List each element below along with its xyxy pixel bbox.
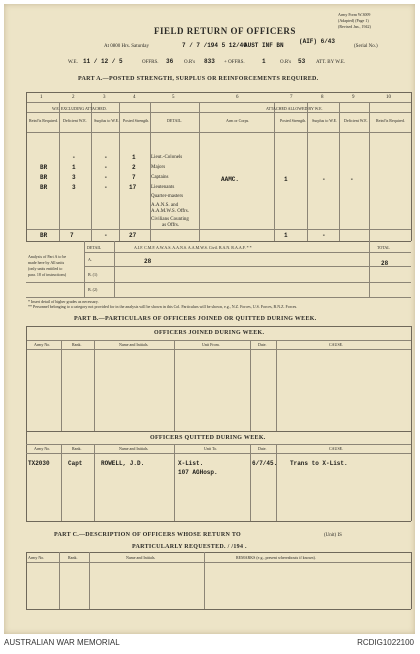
rule bbox=[199, 102, 200, 241]
form-number: Army Form W.3009 bbox=[338, 12, 371, 17]
form-adapted: (Adapted) (Page 1) bbox=[338, 18, 369, 23]
rule bbox=[26, 609, 411, 610]
attached-surplus: - bbox=[322, 176, 326, 183]
col-number: 2 bbox=[72, 95, 75, 100]
rule bbox=[26, 326, 27, 521]
row-posted: 2 bbox=[132, 164, 136, 171]
col-header-rank: Reinf'ts Required. bbox=[29, 118, 58, 123]
quitted-title: OFFICERS QUITTED DURING WEEK. bbox=[150, 435, 266, 441]
quitted-date: 6/7/45. bbox=[252, 460, 278, 467]
analysis-note: made here by All units bbox=[28, 260, 65, 265]
footnote: * Insert detail of higher grades as necessary. bbox=[28, 299, 99, 304]
quitted-army-no: TX2030 bbox=[28, 460, 50, 467]
rule bbox=[26, 229, 411, 230]
row-surplus: - bbox=[104, 184, 108, 191]
row-detail: Quarter-masters bbox=[151, 194, 184, 199]
rule bbox=[411, 326, 412, 521]
quitted-rank: Capt bbox=[68, 460, 83, 467]
row-posted: 7 bbox=[132, 174, 136, 181]
quitted-header: Date. bbox=[258, 446, 267, 451]
col-header-surplus: Surplus to W.E. bbox=[94, 118, 120, 123]
rule bbox=[174, 340, 175, 431]
col-header-deficient-we: Deficient W.E. bbox=[344, 118, 368, 123]
rule bbox=[411, 92, 412, 241]
rule bbox=[26, 444, 411, 445]
col-header-posted: Posted Strength. bbox=[123, 118, 150, 123]
quitted-header: Name and Initials. bbox=[119, 446, 149, 451]
group-header-we: W.E. EXCLUDING ATTACHED. bbox=[52, 106, 107, 111]
joined-title: OFFICERS JOINED DURING WEEK. bbox=[154, 330, 265, 336]
row-detail: Lieut.-Colonels bbox=[151, 155, 183, 160]
col-number: 10 bbox=[386, 95, 391, 100]
row-posted: 17 bbox=[129, 184, 137, 191]
rule bbox=[26, 326, 411, 327]
rule bbox=[119, 102, 120, 241]
rule bbox=[307, 102, 308, 241]
rule bbox=[26, 562, 411, 563]
rule bbox=[26, 552, 411, 553]
joined-header: Army No. bbox=[34, 342, 51, 347]
col-header-arm: Arm or Corps. bbox=[226, 118, 250, 123]
quitted-unit-2: 107 AGHosp. bbox=[178, 469, 218, 476]
row-detail: Civilians Counting bbox=[151, 217, 189, 222]
col-number: 1 bbox=[40, 95, 43, 100]
part-a-title: PART A.—POSTED STRENGTH, SURPLUS OR REINFORCEMENTS REQUIRED. bbox=[78, 76, 319, 82]
row-surplus: - bbox=[104, 154, 108, 161]
part-c-header: Army No. bbox=[28, 555, 45, 560]
row-rank-code: BR bbox=[40, 164, 48, 171]
col-number: 5 bbox=[172, 95, 175, 100]
offrs-value: 36 bbox=[166, 58, 174, 65]
part-c-requested: PARTICULARLY REQUESTED. / /194 . bbox=[132, 544, 247, 550]
row-detail: as Offrs. bbox=[162, 223, 180, 228]
arm-of-service: AAMC. bbox=[221, 176, 240, 183]
quitted-name: ROWELL, J.D. bbox=[101, 460, 145, 467]
plus-offrs-label: + OFFRS. bbox=[224, 60, 245, 65]
rule bbox=[26, 340, 411, 341]
footnote: ** Personnel belonging to a category not provided for in the analysis will be shown in this Col. Particulars will be shown, e.g., N.Z. Forces, U.S. Forces, B.N.Z. Forces. bbox=[28, 304, 298, 309]
offrs-label: OFFRS. bbox=[142, 60, 159, 65]
total-posted: 27 bbox=[129, 232, 137, 239]
rule bbox=[26, 431, 411, 432]
plus-offrs-value: 1 bbox=[262, 58, 266, 65]
form-revised: (Revised Jan., 1942) bbox=[338, 24, 371, 29]
footer-left: AUSTRALIAN WAR MEMORIAL bbox=[4, 638, 120, 647]
rule bbox=[411, 552, 412, 609]
rule bbox=[204, 552, 205, 609]
rule bbox=[250, 444, 251, 521]
quitted-unit: X-List. bbox=[178, 460, 204, 467]
joined-header: Rank. bbox=[72, 342, 82, 347]
part-c-header: Name and Initials. bbox=[126, 555, 156, 560]
document-title: FIELD RETURN OF OFFICERS bbox=[154, 26, 296, 36]
rule bbox=[26, 521, 411, 522]
col-number: 3 bbox=[103, 95, 106, 100]
rule bbox=[89, 552, 90, 609]
quitted-header: CAUSE. bbox=[329, 446, 344, 451]
unit-typed-2: (AIF) 6/43 bbox=[299, 38, 336, 45]
rule bbox=[276, 444, 277, 521]
total-rank-code: BR bbox=[40, 232, 48, 239]
analysis-row-c: B. (2) bbox=[88, 287, 98, 292]
rule bbox=[26, 102, 411, 103]
rule bbox=[59, 552, 60, 609]
rule bbox=[84, 252, 411, 253]
rule bbox=[174, 444, 175, 521]
row-deficient: 1 bbox=[72, 164, 76, 171]
we-value: 11 / 12 / 5 bbox=[83, 58, 123, 65]
col-header-posted-strength: Posted Strength. bbox=[280, 118, 307, 123]
rule bbox=[94, 340, 95, 431]
analysis-row-b: B. (1) bbox=[88, 272, 98, 277]
row-deficient: 3 bbox=[72, 184, 76, 191]
rule bbox=[26, 453, 411, 454]
col-number: 8 bbox=[321, 95, 324, 100]
analysis-total-value: 28 bbox=[381, 260, 389, 267]
row-surplus: - bbox=[104, 174, 108, 181]
row-posted: 1 bbox=[132, 154, 136, 161]
joined-header: Unit From. bbox=[202, 342, 220, 347]
row-detail: A.A.M.W.S. Offrs. bbox=[151, 209, 189, 214]
analysis-note: para. 18 of instructions) bbox=[28, 272, 67, 277]
quitted-header: Unit To. bbox=[204, 446, 218, 451]
rule bbox=[274, 102, 275, 241]
col-header-surplus-we: Surplus to W.E. bbox=[312, 118, 338, 123]
row-deficient: - bbox=[72, 154, 76, 161]
col-header-reinfts: Reinf'ts Required. bbox=[376, 118, 405, 123]
rule bbox=[26, 92, 27, 241]
rule bbox=[84, 241, 85, 297]
total-attached-surplus: - bbox=[322, 232, 326, 239]
rule bbox=[84, 266, 411, 267]
time-line-prefix: At 0800 Hrs. Saturday bbox=[104, 44, 149, 49]
quitted-cause: Trans to X-List. bbox=[290, 460, 348, 467]
analysis-a-value: 28 bbox=[144, 258, 152, 265]
joined-header: Date. bbox=[258, 342, 267, 347]
col-header-deficient: Deficient W.E. bbox=[63, 118, 87, 123]
part-c-header: Rank. bbox=[68, 555, 78, 560]
rule bbox=[61, 444, 62, 521]
total-surplus: - bbox=[104, 232, 108, 239]
total-attached: 1 bbox=[284, 232, 288, 239]
row-detail: A.A.N.S. and bbox=[151, 203, 179, 208]
col-number: 7 bbox=[290, 95, 293, 100]
col-number: 9 bbox=[352, 95, 355, 100]
quitted-header: Army No. bbox=[34, 446, 51, 451]
row-detail: Lieutenants bbox=[151, 185, 175, 190]
quitted-header: Rank. bbox=[72, 446, 82, 451]
plus-ors-label: O.R's bbox=[280, 60, 292, 65]
analysis-detail-label: DETAIL bbox=[87, 245, 102, 250]
row-deficient: 3 bbox=[72, 174, 76, 181]
we-label: W.E. bbox=[68, 60, 78, 65]
rule bbox=[94, 444, 95, 521]
part-c-title: PART C.—DESCRIPTION OF OFFICERS WHOSE RETURN TO bbox=[54, 532, 241, 538]
att-by-we-label: ATT. BY W.E. bbox=[316, 60, 346, 65]
rule bbox=[26, 552, 27, 609]
rule bbox=[26, 132, 411, 133]
part-b-title: PART B.—PARTICULARS OF OFFICERS JOINED OR QUITTED DURING WEEK. bbox=[74, 316, 317, 322]
rule bbox=[61, 340, 62, 431]
analysis-total-label: TOTAL bbox=[377, 245, 390, 250]
joined-header: Name and Initials. bbox=[119, 342, 149, 347]
row-surplus: - bbox=[104, 164, 108, 171]
col-number: 4 bbox=[133, 95, 136, 100]
analysis-note: (only units entitled to bbox=[28, 266, 63, 271]
rule bbox=[250, 340, 251, 431]
part-c-unit: (Unit) IS bbox=[324, 533, 342, 538]
total-deficient: 7 bbox=[70, 232, 74, 239]
ors-value: 833 bbox=[204, 58, 215, 65]
attached-deficient: - bbox=[350, 176, 354, 183]
time-line-date: 7 / 7 /194 5 12/40 bbox=[182, 42, 247, 49]
joined-header: CAUSE. bbox=[329, 342, 344, 347]
plus-ors-value: 53 bbox=[298, 58, 306, 65]
rule bbox=[26, 112, 411, 113]
rule bbox=[339, 102, 340, 241]
row-rank-code: BR bbox=[40, 184, 48, 191]
analysis-row-a: A. bbox=[88, 257, 92, 262]
attached-posted: 1 bbox=[284, 176, 288, 183]
unit-typed: AUST INF BN bbox=[244, 42, 284, 49]
rule bbox=[26, 349, 411, 350]
row-rank-code: BR bbox=[40, 174, 48, 181]
ors-label: O.R's bbox=[184, 60, 196, 65]
rule bbox=[91, 102, 92, 241]
analysis-cols: A.I.F. C.M.F. A.W.A.S. A.A.N.S. A.A.M.W.S. Civil. B.A.N. R.A.A.F. * * bbox=[134, 245, 252, 250]
rule bbox=[114, 241, 115, 297]
document-page bbox=[4, 4, 415, 634]
col-header-detail: DETAIL. bbox=[167, 118, 183, 123]
col-number: 6 bbox=[236, 95, 239, 100]
serial-no-label: (Serial No.) bbox=[354, 44, 378, 49]
part-c-header: REMARKS (e.g., present whereabouts if known). bbox=[236, 555, 316, 560]
rule bbox=[276, 340, 277, 431]
row-detail: Majors bbox=[151, 165, 166, 170]
group-header-attached: ATTACHED ALLOWED BY W.E. bbox=[266, 106, 323, 111]
rule bbox=[369, 241, 370, 297]
row-detail: Captains bbox=[151, 175, 169, 180]
rule bbox=[369, 102, 370, 241]
analysis-note: Analysis of Part A to be bbox=[28, 254, 67, 259]
rule bbox=[26, 297, 411, 298]
rule bbox=[59, 102, 60, 241]
rule bbox=[26, 92, 411, 93]
footer-right: RCDIG1022100 bbox=[357, 638, 414, 647]
